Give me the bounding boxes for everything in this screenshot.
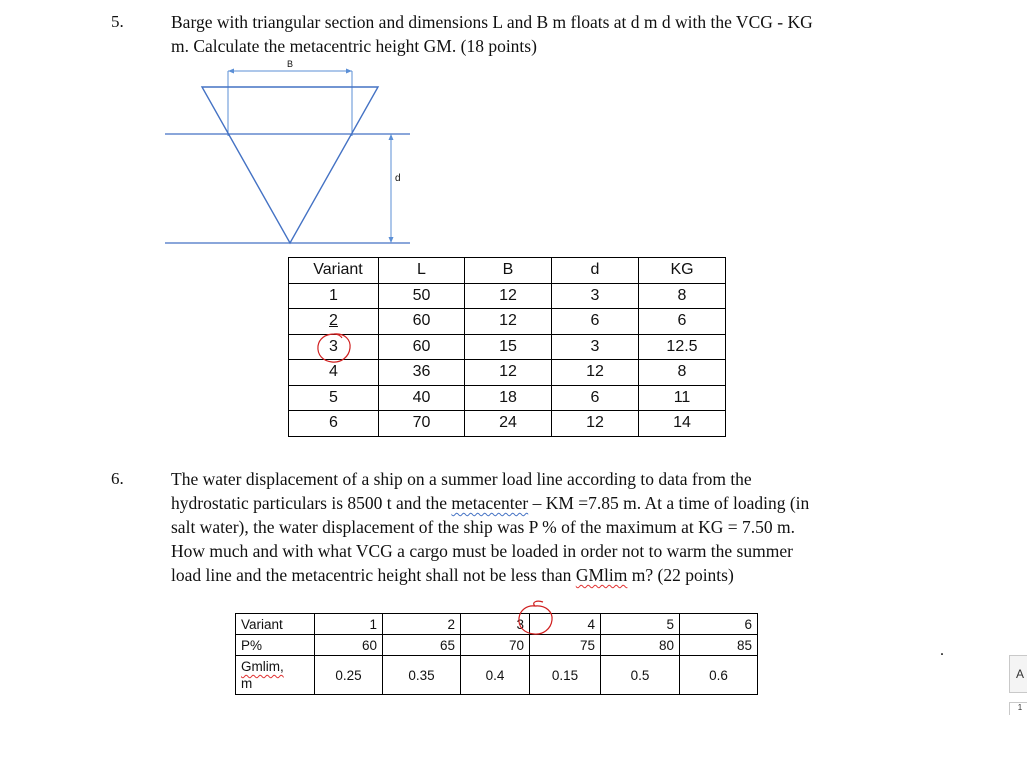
cell: 80 (601, 635, 680, 656)
row-label-p: P% (236, 635, 315, 656)
cell: 4 (530, 614, 601, 635)
cell: 18 (465, 385, 552, 411)
cell: 0.5 (601, 656, 680, 695)
barge-triangular-section-diagram (160, 56, 420, 250)
cell: 6 (552, 309, 639, 335)
table-row (236, 635, 758, 656)
cell: 11 (639, 385, 726, 411)
question-6-text (171, 467, 991, 587)
question-6-number: 6. (111, 469, 124, 488)
b-arrow-left (228, 69, 234, 74)
cell-text: 2 (329, 312, 338, 330)
cell: 60 (379, 334, 465, 360)
cell: 0.6 (680, 656, 758, 695)
cell: 12 (552, 411, 639, 437)
cell: 1 (315, 614, 383, 635)
question-5-number: 5. (111, 12, 124, 31)
cell: 3 (552, 283, 639, 309)
header-kg: KG (639, 258, 726, 284)
table-row (236, 614, 758, 635)
gmlim-label: Gmlim, (241, 659, 284, 674)
blank-area (0, 712, 1027, 765)
cell: 0.35 (383, 656, 461, 695)
cell: 60 (315, 635, 383, 656)
question-5-line-2: m. Calculate the metacentric height GM. (18 points) (171, 36, 537, 56)
header-l: L (379, 258, 465, 284)
cell: 75 (530, 635, 601, 656)
cell: 60 (379, 309, 465, 335)
cell: 70 (461, 635, 530, 656)
cell: 70 (379, 411, 465, 437)
side-panel-tab-small[interactable]: 1 (1009, 702, 1027, 715)
cell: 6 (289, 411, 379, 437)
row-label-variant: Variant (236, 614, 315, 635)
cell: 12 (465, 309, 552, 335)
red-circle-annotation (513, 599, 557, 639)
label-d: d (395, 173, 401, 184)
d-arrow-bottom (389, 237, 394, 243)
cell: 8 (639, 283, 726, 309)
header-b: B (465, 258, 552, 284)
question-6-line-3: salt water), the water displacement of the ship was P % of the maximum at KG = 7.50 m. (171, 517, 796, 537)
spellcheck-marked-word: metacenter (451, 493, 529, 513)
question-6-line-5: load line and the metacentric height shall not be less than GMlim m? (22 points) (171, 565, 734, 585)
row-label-gmlim (236, 656, 315, 695)
table-header-row (289, 258, 726, 284)
cell: 65 (383, 635, 461, 656)
stray-dot: . (940, 642, 944, 659)
cell: 40 (379, 385, 465, 411)
table-row (289, 309, 726, 335)
cell: 14 (639, 411, 726, 437)
cell: 5 (289, 385, 379, 411)
table-row-selected-variant (289, 334, 726, 360)
cell: 1 (289, 283, 379, 309)
cell: 5 (601, 614, 680, 635)
table-row (289, 360, 726, 386)
question-6-line-2: hydrostatic particulars is 8500 t and the metacenter – KM =7.85 m. At a time of loading (in (171, 493, 810, 513)
cell: 12 (465, 283, 552, 309)
cell: 6 (680, 614, 758, 635)
cell-selected-variant: 3 (461, 614, 530, 635)
cell: 6 (552, 385, 639, 411)
cell: 2 (383, 614, 461, 635)
cell: 3 (289, 334, 379, 360)
cell: 0.15 (530, 656, 601, 695)
header-d: d (552, 258, 639, 284)
cell: 4 (289, 360, 379, 386)
table-row (289, 411, 726, 437)
table-row (289, 385, 726, 411)
spellcheck-marked-word: GMlim (575, 565, 628, 585)
cell: 0.25 (315, 656, 383, 695)
cell: 50 (379, 283, 465, 309)
cell: 6 (639, 309, 726, 335)
cell: 12 (552, 360, 639, 386)
d-arrow-top (389, 134, 394, 140)
cell: 3 (552, 334, 639, 360)
table-row (289, 283, 726, 309)
side-panel-tab[interactable]: A (1009, 655, 1027, 693)
question-5-line-1: Barge with triangular section and dimensions L and B m floats at d m d with the VCG - KG (171, 12, 813, 32)
question-6-line-4: How much and with what VCG a cargo must be loaded in order not to warm the summer (171, 541, 793, 561)
b-arrow-right (346, 69, 352, 74)
question-6-line-1: The water displacement of a ship on a summer load line according to data from the (171, 469, 752, 489)
cell: 0.4 (461, 656, 530, 695)
label-b: B (287, 59, 294, 69)
cell: 12.5 (639, 334, 726, 360)
cell: 24 (465, 411, 552, 437)
question-5-text (171, 10, 971, 58)
cell: 85 (680, 635, 758, 656)
cell: 8 (639, 360, 726, 386)
cell: 36 (379, 360, 465, 386)
gmlim-unit: m (241, 676, 253, 691)
header-variant (289, 258, 379, 284)
cell: 15 (465, 334, 552, 360)
cell: 12 (465, 360, 552, 386)
table-row (236, 656, 758, 695)
header-variant-label: Variant (313, 261, 363, 279)
red-circle-annotation (314, 331, 354, 365)
question-6-variant-table (235, 613, 758, 695)
